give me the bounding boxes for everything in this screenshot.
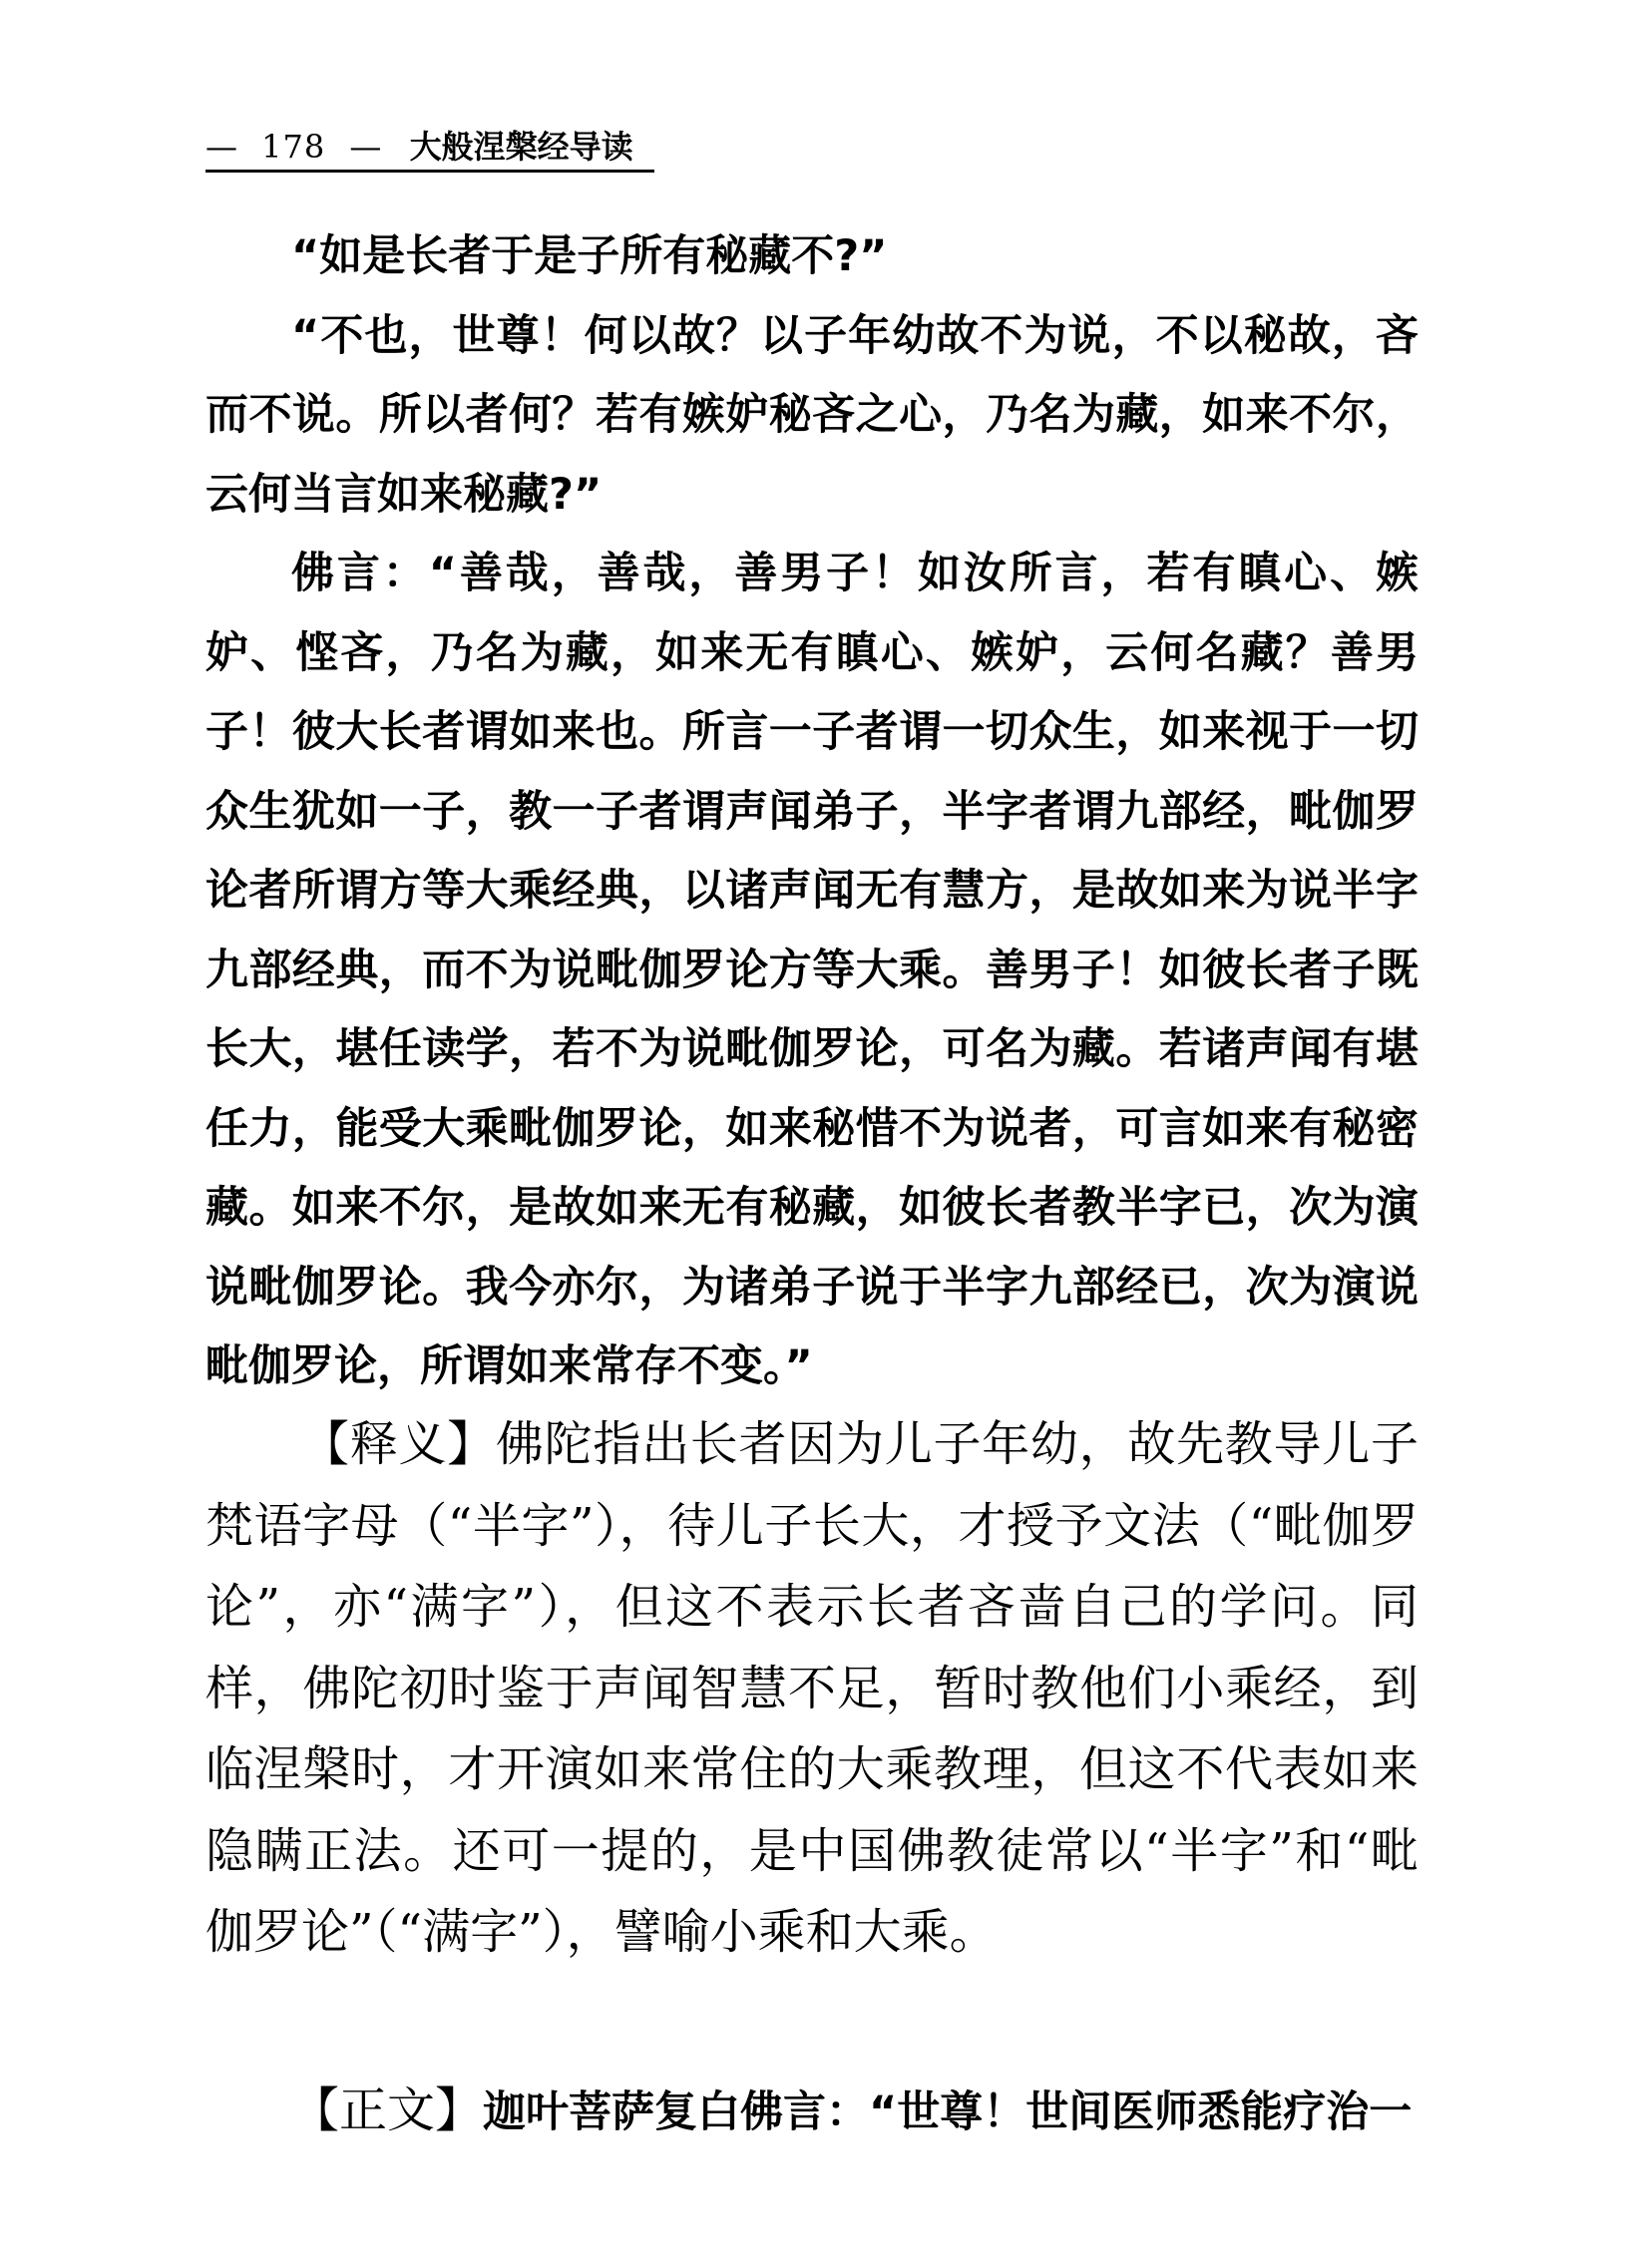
main-text-paragraph <box>205 2071 1419 2152</box>
header-dash-right: — <box>349 128 382 166</box>
commentary-block <box>205 1404 1419 1974</box>
header-rule <box>205 170 654 173</box>
sutra-text-block <box>205 217 1419 1407</box>
header-dash-left: — <box>205 128 237 166</box>
book-title: 大般涅槃经导读 <box>409 128 633 166</box>
sutra-paragraph: “如是长者于是子所有秘藏不?” <box>291 231 888 281</box>
sutra-paragraph: 佛言：“善哉，善哉，善男子！如汝所言，若有瞋心、嫉妒、悭吝，乃名为藏，如来无有瞋心、嫉妒，云何名藏？善男子！彼大长者谓如来也。所言一子者谓一切众生，如来视于一切众生犹如一子，教一子者谓声闻弟子，半字者谓九部经，毗伽罗论者所谓方等大乘经典，以诸声闻无有慧方，是故如来为说半字九部经典，而不为说毗伽罗论方等大乘。善男子！如彼长者子既长大，堪任读学，若不为说毗伽罗论，可名为藏。若诸声闻有堪任力，能受大乘毗伽罗论，如来秘惜不为说者，可言如来有秘密藏。如来不尔，是故如来无有秘藏，如彼长者教半字已，次为演说毗伽罗论。我今亦尔，为诸弟子说于半字九部经已，次为演说毗伽罗论，所谓如来常存不变。” <box>205 549 1419 1391</box>
commentary-text: 佛陀指出长者因为儿子年幼，故先教导儿子梵语字母（“半字”），待儿子长大，才授予文法（“毗伽罗论”，亦“满字”），但这不表示长者吝啬自己的学问。同样，佛陀初时鉴于声闻智慧不足，暂时教他们小乘经，到临涅槃时，才开演如来常住的大乘教理，但这不代表如来隐瞒正法。还可一提的，是中国佛教徒常以“半字”和“毗伽罗论”（“满字”），譬喻小乘和大乘。 <box>205 1416 1419 1960</box>
main-text-block <box>205 2071 1419 2152</box>
main-text-content: 迦叶菩萨复白佛言：“世尊！世间医师悉能疗治一 <box>483 2087 1413 2137</box>
main-text-label: 【正文】 <box>291 2082 484 2138</box>
running-header <box>205 126 656 168</box>
commentary-label: 【释义】 <box>301 1416 496 1472</box>
commentary-paragraph <box>205 1404 1419 1974</box>
page-number: 178 <box>261 128 326 166</box>
sutra-paragraph: “不也，世尊！何以故？以子年幼故不为说，不以秘故，吝而不说。所以者何？若有嫉妒秘吝之心，乃名为藏，如来不尔，云何当言如来秘藏?” <box>205 310 1419 520</box>
